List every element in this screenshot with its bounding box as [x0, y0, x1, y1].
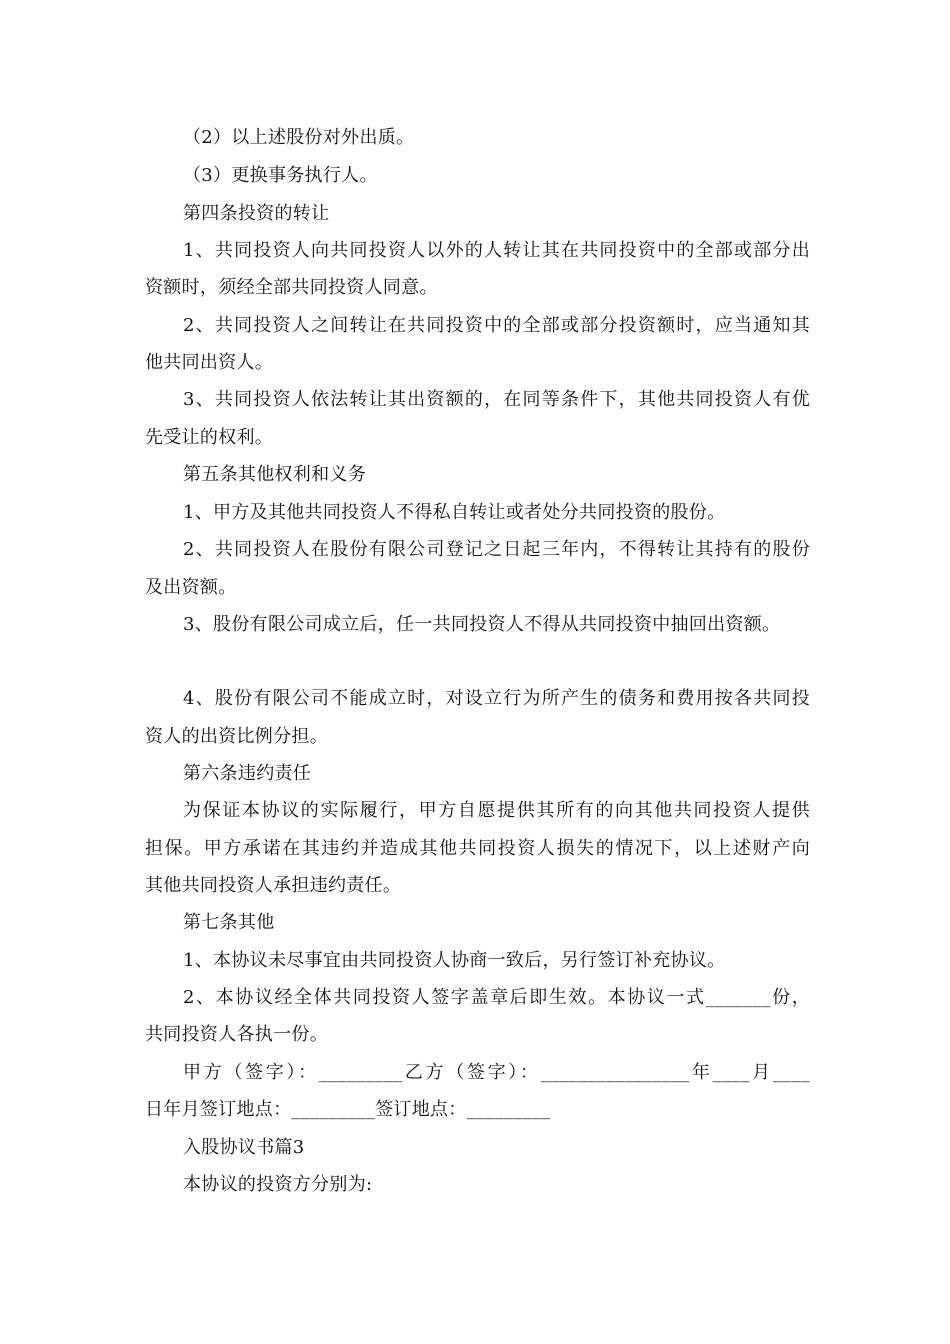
article-7-heading: 第七条其他 — [183, 912, 275, 933]
clause-item-3: （3）更换事务执行人。 — [183, 165, 378, 186]
paragraph-line: 1、共同投资人向共同投资人以外的人转让其在共同投资中的全部或部分出 — [183, 240, 810, 261]
article-5-heading: 第五条其他权利和义务 — [183, 464, 366, 485]
paragraph-line: 为保证本协议的实际履行，甲方自愿提供其所有的向其他共同投资人提供 — [183, 800, 810, 821]
paragraph-line: 3、共同投资人依法转让其出资额的，在同等条件下，其他共同投资人有优 — [183, 389, 810, 410]
paragraph-line: 2、共同投资人之间转让在共同投资中的全部或部分投资额时，应当通知其 — [183, 315, 810, 336]
paragraph-line: 2、共同投资人在股份有限公司登记之日起三年内，不得转让其持有的股份 — [183, 539, 810, 560]
article-6-heading: 第六条违约责任 — [183, 763, 312, 784]
paragraph-line: 1、甲方及其他共同投资人不得私自转让或者处分共同投资的股份。 — [183, 502, 726, 523]
paragraph-line: 本协议的投资方分别为: — [183, 1174, 373, 1195]
paragraph-line: 4、股份有限公司不能成立时，对设立行为所产生的债务和费用按各共同投 — [183, 688, 810, 709]
signature-place-line: 日年月签订地点：_________签订地点：_________ — [145, 1099, 551, 1120]
paragraph-line: 他共同出资人。 — [145, 352, 274, 373]
paragraph-line: 3、股份有限公司成立后，任一共同投资人不得从共同投资中抽回出资额。 — [183, 614, 781, 635]
paragraph-line: 1、本协议未尽事宜由共同投资人协商一致后，另行签订补充协议。 — [183, 950, 726, 971]
paragraph-line: 2、本协议经全体共同投资人签字盖章后即生效。本协议一式_______份， — [183, 987, 810, 1008]
paragraph-line: 其他共同投资人承担违约责任。 — [145, 875, 402, 896]
paragraph-line: 先受让的权利。 — [145, 427, 274, 448]
clause-item-2: （2）以上述股份对外出质。 — [183, 127, 415, 148]
paragraph-line: 共同投资人各执一份。 — [145, 1024, 328, 1045]
paragraph-line: 资额时，须经全部共同投资人同意。 — [145, 277, 438, 298]
paragraph-line: 及出资额。 — [145, 577, 237, 598]
paragraph-line: 资人的出资比例分担。 — [145, 726, 328, 747]
paragraph-line: 担保。甲方承诺在其违约并造成其他共同投资人损失的情况下，以上述财产向 — [145, 838, 810, 859]
section-heading: 入股协议书篇3 — [183, 1137, 305, 1158]
article-4-heading: 第四条投资的转让 — [183, 203, 330, 224]
signature-line: 甲方（签字）：_________乙方（签字）：________________年____月____ — [183, 1062, 810, 1083]
